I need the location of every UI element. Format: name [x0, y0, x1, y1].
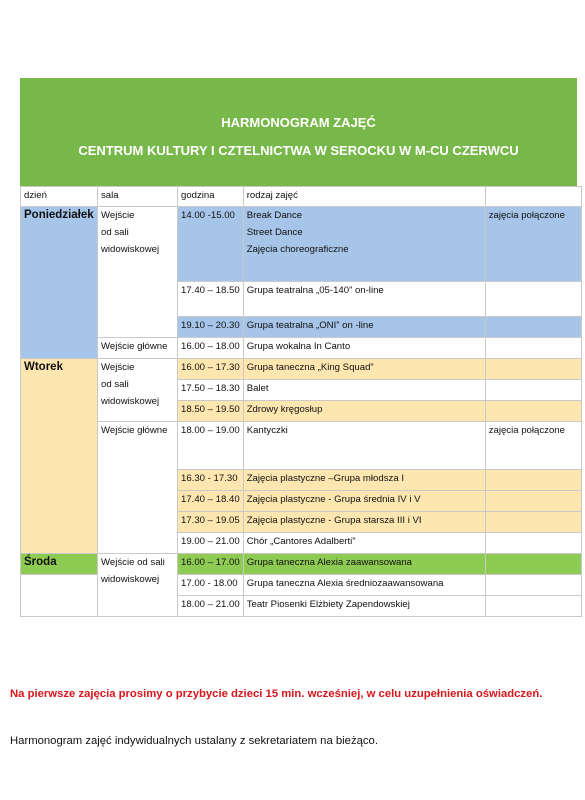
- room-cell: Wejście główne: [98, 422, 178, 554]
- activity-cell: Teatr Piosenki Elżbiety Zapendowskiej: [243, 596, 485, 617]
- activity-cell: Balet: [243, 380, 485, 401]
- activity-cell: Grupa taneczna Alexia zaawansowana: [243, 554, 485, 575]
- activity-label: Street Dance: [246, 227, 303, 238]
- time-cell: 18.50 – 19.50: [178, 401, 244, 422]
- header-subtitle: CENTRUM KULTURY I CZTELNICTWA W SEROCKU W M-CU CZERWCU: [78, 143, 519, 158]
- time-cell: 14.00 -15.00: [178, 207, 244, 282]
- activity-cell: Zajęcia plastyczne –Grupa młodsza I: [243, 470, 485, 491]
- activity-cell: Grupa wokalna In Canto: [243, 338, 485, 359]
- note-cell: [485, 533, 581, 554]
- room-cell: Wejście główne: [98, 338, 178, 359]
- activity-cell: Zajęcia plastyczne - Grupa starsza III i VI: [243, 512, 485, 533]
- activity-cell: Grupa taneczna Alexia średniozaawansowana: [243, 575, 485, 596]
- day-monday: Poniedziałek: [21, 207, 98, 359]
- time-cell: 19.00 – 21.00: [178, 533, 244, 554]
- arrival-notice: Na pierwsze zajęcia prosimy o przybycie dzieci 15 min. wcześniej, w celu uzupełnienia oświadczeń.: [10, 688, 543, 700]
- note-cell: [485, 575, 581, 596]
- column-header-day: dzień: [21, 187, 98, 207]
- room-cell: [98, 359, 178, 422]
- room-cell: [98, 207, 178, 338]
- day-empty-cell: [21, 575, 98, 617]
- activity-cell: Zdrowy kręgosłup: [243, 401, 485, 422]
- table-row: [21, 359, 582, 380]
- activity-cell: [243, 207, 485, 282]
- day-wednesday: Środa: [21, 554, 98, 575]
- note-cell: [485, 512, 581, 533]
- time-cell: 18.00 – 21.00: [178, 596, 244, 617]
- note-cell: [485, 317, 581, 338]
- time-cell: 18.00 – 19.00: [178, 422, 244, 470]
- table-row: [21, 207, 582, 282]
- schedule-table: [20, 186, 582, 617]
- header-title: HARMONOGRAM ZAJĘĆ: [221, 115, 376, 130]
- note-cell: [485, 470, 581, 491]
- room-label: widowiskowej: [101, 574, 160, 585]
- note-cell: zajęcia połączone: [485, 207, 581, 282]
- note-cell: [485, 596, 581, 617]
- table-row: [21, 422, 582, 470]
- room-label: od sali: [101, 379, 129, 390]
- room-label: Wejście: [101, 362, 135, 373]
- time-cell: 17.30 – 19.05: [178, 512, 244, 533]
- column-header-room: sala: [98, 187, 178, 207]
- activity-cell: Zajęcia plastyczne - Grupa średnia IV i V: [243, 491, 485, 512]
- note-cell: [485, 554, 581, 575]
- room-label: Wejście: [101, 210, 135, 221]
- table-header-row: [21, 187, 582, 207]
- schedule-header: [20, 78, 577, 186]
- time-cell: 19.10 – 20.30: [178, 317, 244, 338]
- activity-label: Zajęcia choreograficzne: [246, 244, 349, 255]
- activity-cell: Chór „Cantores Adalberti”: [243, 533, 485, 554]
- time-cell: 17.40 – 18.50: [178, 282, 244, 317]
- table-row: [21, 554, 582, 575]
- room-label: widowiskowej: [101, 244, 160, 255]
- note-cell: [485, 282, 581, 317]
- time-cell: 16.00 – 18.00: [178, 338, 244, 359]
- activity-cell: Grupa teatralna „ONI” on -line: [243, 317, 485, 338]
- time-cell: 17.40 – 18.40: [178, 491, 244, 512]
- time-cell: 17.00 - 18.00: [178, 575, 244, 596]
- activity-cell: Kantyczki: [243, 422, 485, 470]
- activity-cell: Grupa teatralna „05-140” on-line: [243, 282, 485, 317]
- note-cell: [485, 359, 581, 380]
- time-cell: 16.00 – 17.00: [178, 554, 244, 575]
- column-header-time: godzina: [178, 187, 244, 207]
- column-header-activity: rodzaj zajęć: [243, 187, 485, 207]
- time-cell: 16.00 – 17.30: [178, 359, 244, 380]
- room-label: widowiskowej: [101, 396, 160, 407]
- table-row: [21, 338, 582, 359]
- time-cell: 17.50 – 18.30: [178, 380, 244, 401]
- day-tuesday: Wtorek: [21, 359, 98, 554]
- note-cell: zajęcia połączone: [485, 422, 581, 470]
- individual-schedule-note: Harmonogram zajęć indywidualnych ustalany z sekretariatem na bieżąco.: [10, 735, 378, 747]
- room-label: od sali: [101, 227, 129, 238]
- activity-cell: Grupa taneczna „King Squad”: [243, 359, 485, 380]
- column-header-notes: [485, 187, 581, 207]
- time-cell: 16.30 - 17.30: [178, 470, 244, 491]
- note-cell: [485, 380, 581, 401]
- note-cell: [485, 401, 581, 422]
- room-cell: [98, 554, 178, 617]
- room-label: Wejście od sali: [101, 557, 165, 568]
- note-cell: [485, 338, 581, 359]
- activity-label: Break Dance: [246, 210, 303, 221]
- note-cell: [485, 491, 581, 512]
